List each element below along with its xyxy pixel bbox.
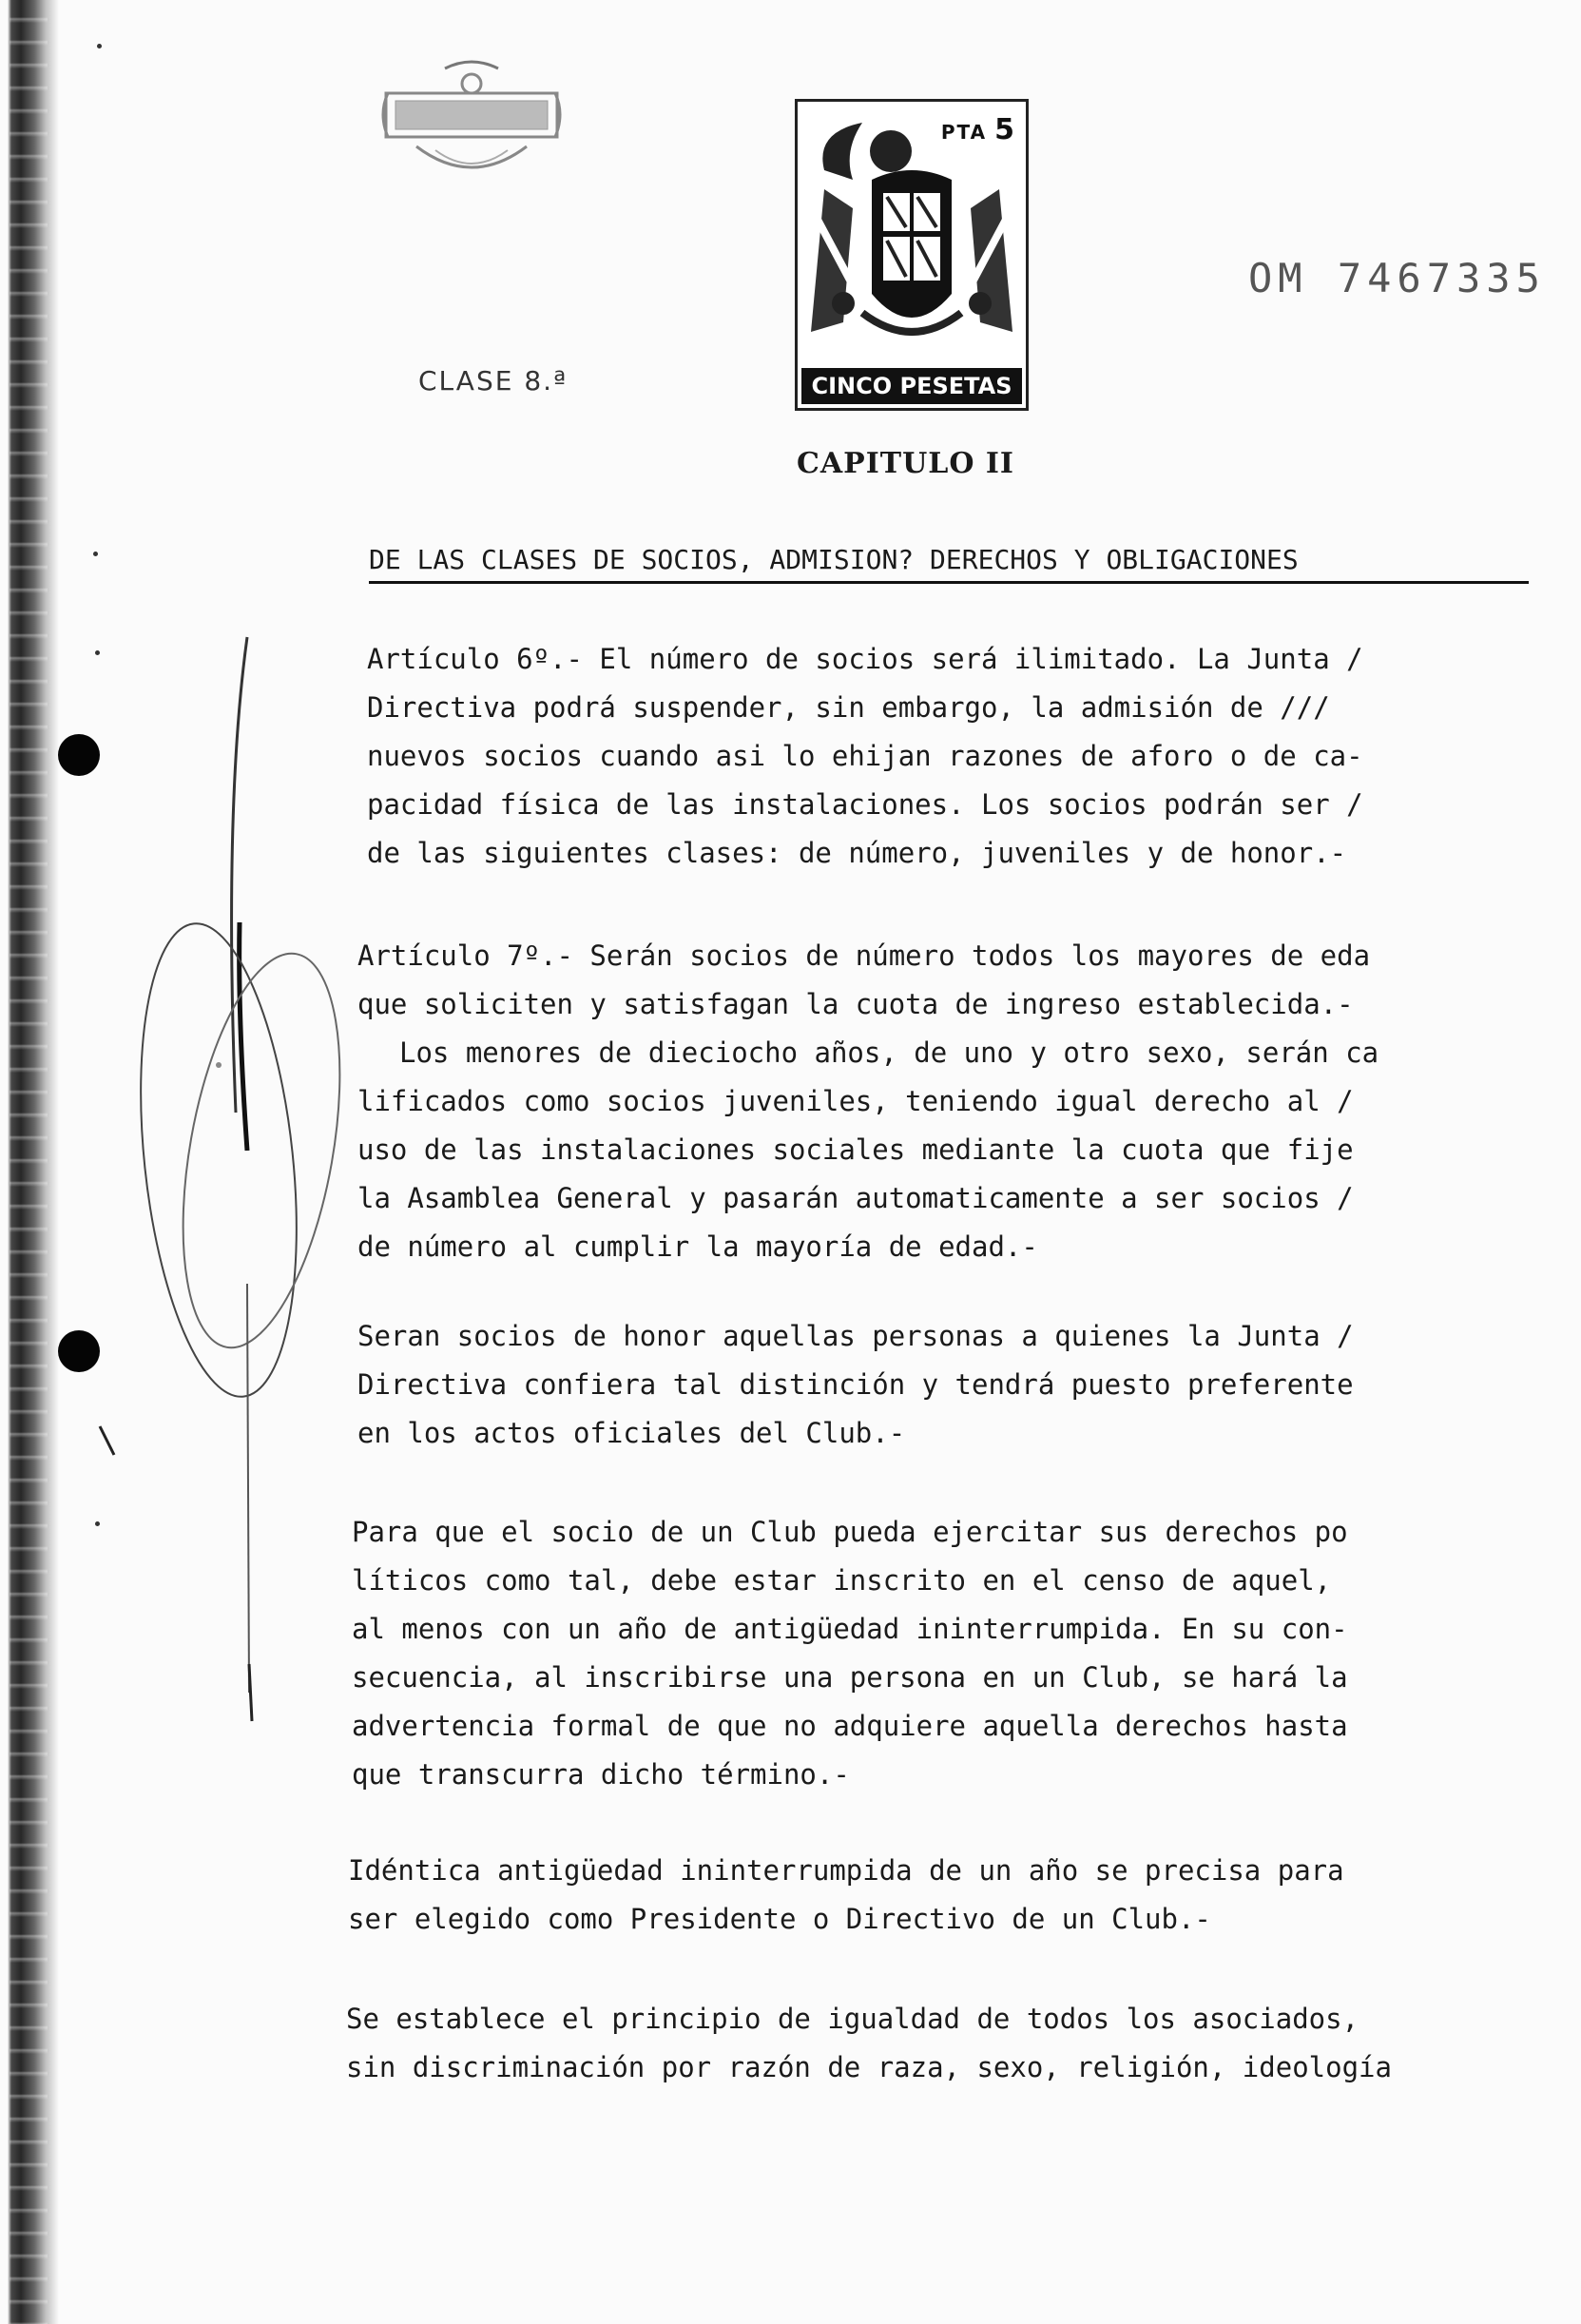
seniority-paragraph [348, 1847, 1344, 1944]
article-6-line: Artículo 6º.- El número de socios será ilimitado. La Junta / [367, 643, 1363, 675]
handwritten-marks [95, 618, 380, 1759]
census-line: líticos como tal, debe estar inscrito en el censo de aquel, [352, 1564, 1332, 1597]
article-6-line: nuevos socios cuando asi lo ehijan razones de aforo o de ca- [367, 740, 1363, 772]
juveniles-line: de número al cumplir la mayoría de edad.- [357, 1230, 1038, 1263]
punch-hole [58, 734, 100, 776]
census-line: que transcurra dicho término.- [352, 1758, 850, 1791]
article-6 [367, 635, 1363, 878]
juveniles-line: la Asamblea General y pasarán automaticamente a ser socios / [357, 1182, 1354, 1214]
scan-edge-shadow [0, 0, 67, 2324]
seniority-line: Idéntica antigüedad ininterrumpida de un año se precisa para [348, 1854, 1344, 1887]
stamp-value [941, 113, 1014, 146]
section-heading: DE LAS CLASES DE SOCIOS, ADMISION? DERECHOS Y OBLIGACIONES [369, 544, 1529, 584]
article-6-line: Directiva podrá suspender, sin embargo, la admisión de /// [367, 691, 1330, 724]
scan-speck [97, 44, 102, 48]
emblem-logo [378, 55, 565, 188]
juveniles-line: lificados como socios juveniles, teniendo igual derecho al / [357, 1085, 1354, 1117]
equality-paragraph [346, 1995, 1392, 2092]
juveniles-line: uso de las instalaciones sociales mediante la cuota que fije [357, 1133, 1354, 1166]
juveniles-line: Los menores de dieciocho años, de uno y otro sexo, serán ca [399, 1036, 1379, 1069]
article-7-line: que soliciten y satisfagan la cuota de ingreso establecida.- [357, 988, 1354, 1020]
article-7 [357, 932, 1370, 1029]
article-7-line: Artículo 7º.- Serán socios de número todos los mayores de eda [357, 939, 1371, 972]
honor-line: Directiva confiera tal distinción y tendrá puesto preferente [357, 1368, 1354, 1401]
seniority-line: ser elegido como Presidente o Directivo de un Club.- [348, 1903, 1211, 1935]
serial-number: OM 7467335 [1248, 255, 1546, 301]
honor-members-paragraph [357, 1312, 1354, 1458]
article-6-line: de las siguientes clases: de número, juveniles y de honor.- [367, 837, 1347, 869]
tax-stamp [795, 99, 1029, 411]
class-label: CLASE 8.ª [418, 365, 569, 397]
article-6-line: pacidad física de las instalaciones. Los socios podrán ser / [367, 788, 1363, 821]
stamp-currency: PTA [940, 121, 988, 144]
census-line: al menos con un año de antigüedad ininterrumpida. En su con- [352, 1613, 1348, 1645]
coat-of-arms-icon [805, 113, 1018, 362]
chapter-title: CAPITULO II [797, 447, 1014, 480]
census-line: Para que el socio de un Club pueda ejercitar sus derechos po [352, 1516, 1348, 1548]
article-7-juveniles [357, 1029, 1379, 1271]
honor-line: Seran socios de honor aquellas personas a quienes la Junta / [357, 1320, 1354, 1352]
stamp-amount: 5 [994, 113, 1014, 146]
census-paragraph [352, 1508, 1348, 1799]
scan-speck [93, 552, 98, 556]
honor-line: en los actos oficiales del Club.- [357, 1417, 906, 1449]
equality-line: sin discriminación por razón de raza, sexo, religión, ideología [346, 2051, 1392, 2083]
equality-line: Se establece el principio de igualdad de todos los asociados, [346, 2003, 1359, 2035]
census-line: advertencia formal de que no adquiere aquella derechos hasta [352, 1710, 1348, 1742]
punch-hole [58, 1330, 100, 1372]
stamp-banner: CINCO PESETAS [801, 368, 1022, 404]
census-line: secuencia, al inscribirse una persona en un Club, se hará la [352, 1661, 1348, 1694]
